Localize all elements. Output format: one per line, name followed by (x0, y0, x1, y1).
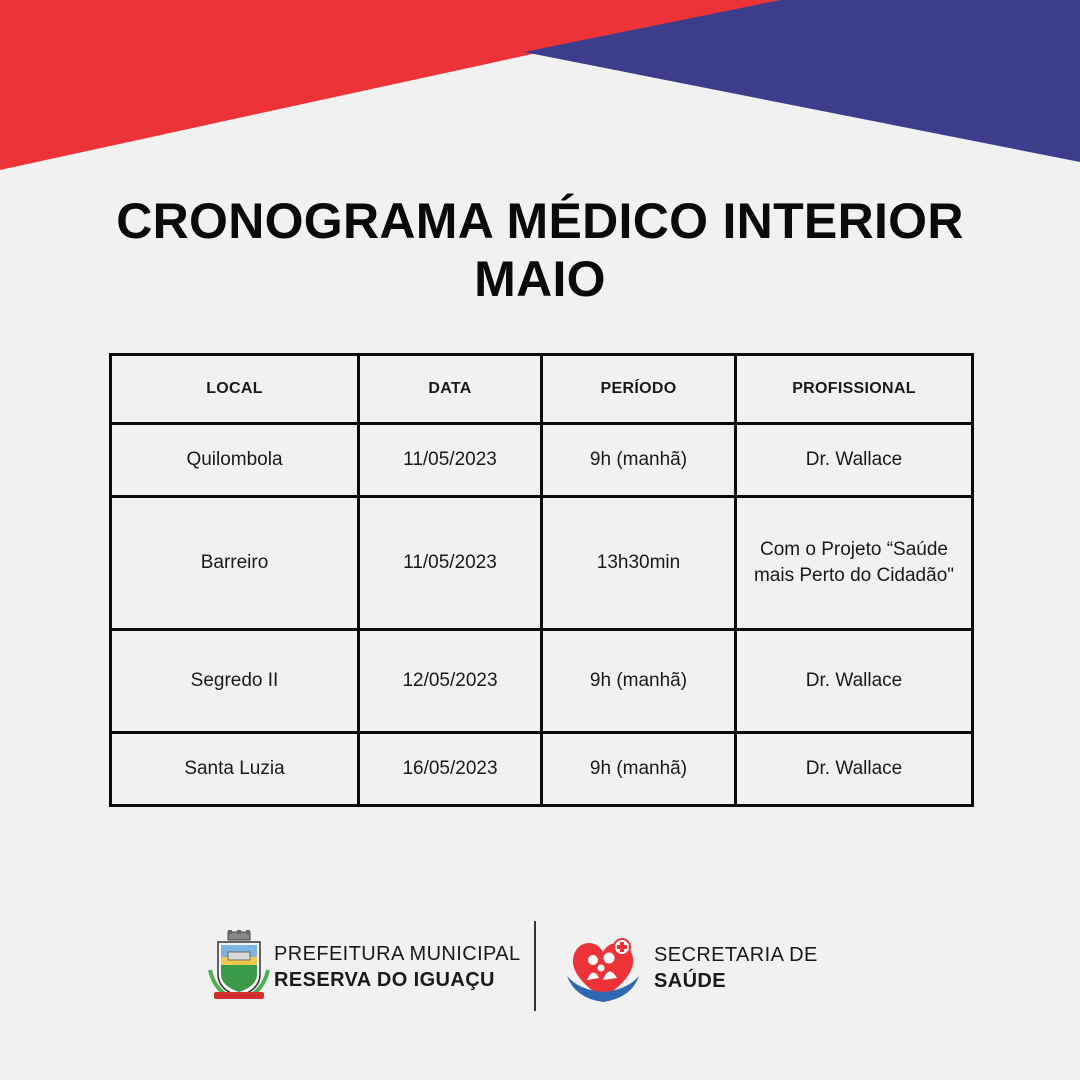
table-row (111, 424, 973, 497)
header-banner (0, 0, 1080, 200)
schedule-table (109, 353, 974, 807)
cell-profissional: Dr. Wallace (736, 630, 973, 733)
cell-data: 12/05/2023 (359, 630, 542, 733)
cell-local: Segredo II (111, 630, 359, 733)
prefeitura-line-1: PREFEITURA MUNICIPAL (274, 943, 521, 965)
cell-data: 16/05/2023 (359, 733, 542, 806)
cell-data: 11/05/2023 (359, 424, 542, 497)
cell-profissional: Dr. Wallace (736, 424, 973, 497)
footer-divider (534, 921, 536, 1011)
cell-periodo: 9h (manhã) (542, 733, 736, 806)
column-header-data: DATA (359, 355, 542, 424)
secretaria-label (654, 942, 818, 994)
table-row (111, 630, 973, 733)
page-title (0, 192, 1080, 308)
table-row (111, 497, 973, 630)
health-family-heart-icon (565, 932, 641, 1006)
prefeitura-line-2: RESERVA DO IGUAÇU (274, 969, 495, 991)
title-line-2: MAIO (474, 251, 606, 307)
cell-data: 11/05/2023 (359, 497, 542, 630)
cell-local: Santa Luzia (111, 733, 359, 806)
cell-profissional: Dr. Wallace (736, 733, 973, 806)
column-header-local: LOCAL (111, 355, 359, 424)
cell-profissional: Com o Projeto “Saúde mais Perto do Cidadão" (736, 497, 973, 630)
cell-periodo: 9h (manhã) (542, 424, 736, 497)
table-header-row (111, 355, 973, 424)
secretaria-line-2: SAÚDE (654, 970, 727, 992)
cell-local: Barreiro (111, 497, 359, 630)
cell-periodo: 13h30min (542, 497, 736, 630)
column-header-periodo: PERÍODO (542, 355, 736, 424)
title-line-1: CRONOGRAMA MÉDICO INTERIOR (116, 193, 964, 249)
cell-local: Quilombola (111, 424, 359, 497)
column-header-profissional: PROFISSIONAL (736, 355, 973, 424)
municipal-crest-icon (208, 930, 270, 1002)
secretaria-line-1: SECRETARIA DE (654, 944, 818, 966)
prefeitura-label (274, 941, 521, 993)
cell-periodo: 9h (manhã) (542, 630, 736, 733)
table-row (111, 733, 973, 806)
